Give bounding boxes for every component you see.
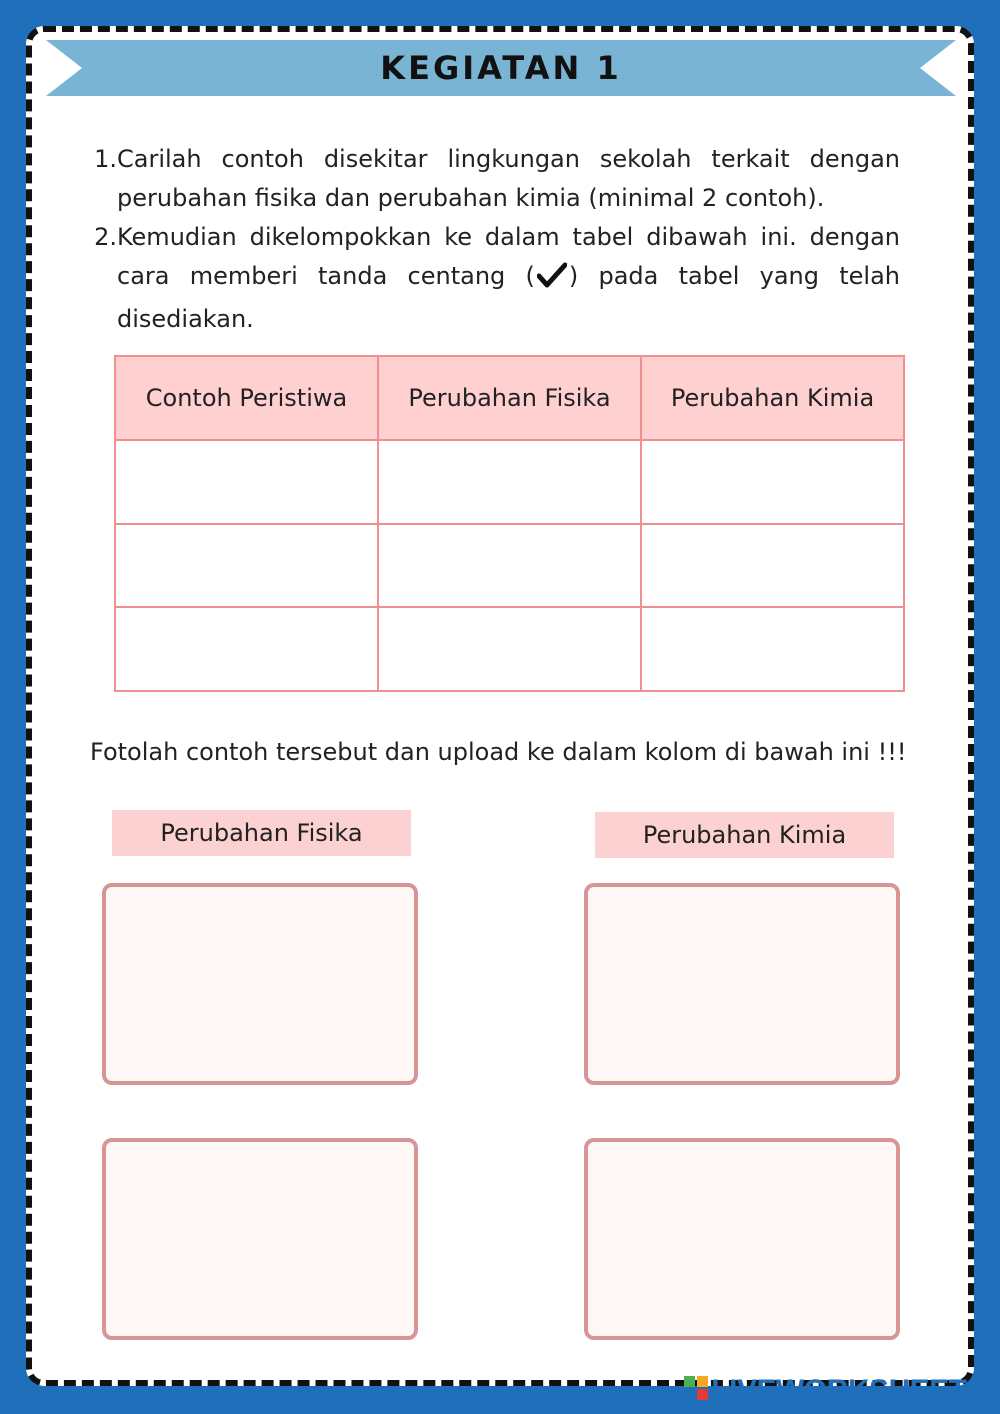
instruction-item — [90, 218, 900, 339]
checkmark-icon — [537, 261, 567, 300]
instruction-text-part: Kemudian dikelompokkan ke dalam tabel dibawah ini. dengan cara memberi tanda centang ( — [117, 223, 900, 290]
table-header-row — [115, 356, 904, 440]
instruction-list — [90, 140, 900, 339]
example-cell[interactable] — [115, 440, 378, 524]
fisika-check-cell[interactable] — [378, 440, 641, 524]
table-row — [115, 524, 904, 608]
kimia-check-cell[interactable] — [641, 440, 904, 524]
fisika-photo-upload-1[interactable] — [102, 883, 418, 1085]
instruction-number: 1. — [94, 145, 117, 173]
kimia-photo-upload-1[interactable] — [584, 883, 900, 1085]
instruction-number: 2. — [94, 223, 117, 251]
instruction-item — [90, 140, 900, 218]
kimia-check-cell[interactable] — [641, 524, 904, 608]
header-contoh-peristiwa: Contoh Peristiwa — [115, 356, 378, 440]
instruction-text — [117, 218, 900, 339]
instruction-text: Carilah contoh disekitar lingkungan sekolah terkait dengan perubahan fisika dan perubahan kimia (minimal 2 contoh). — [117, 145, 900, 212]
classification-table — [114, 355, 905, 692]
fisika-check-cell[interactable] — [378, 607, 641, 691]
fisika-photo-upload-2[interactable] — [102, 1138, 418, 1340]
kimia-label: Perubahan Kimia — [595, 812, 894, 858]
upload-instruction: Fotolah contoh tersebut dan upload ke dalam kolom di bawah ini !!! — [90, 738, 907, 766]
title-banner — [46, 40, 956, 96]
liveworksheets-logo-icon — [684, 1374, 708, 1408]
fisika-label: Perubahan Fisika — [112, 810, 411, 856]
table-row — [115, 440, 904, 524]
table-row — [115, 607, 904, 691]
kimia-check-cell[interactable] — [641, 607, 904, 691]
header-perubahan-kimia: Perubahan Kimia — [641, 356, 904, 440]
instruction-text-part: ) pada tabel yang telah disediakan. — [117, 262, 900, 333]
fisika-check-cell[interactable] — [378, 524, 641, 608]
page-title: KEGIATAN 1 — [380, 49, 622, 87]
kimia-photo-upload-2[interactable] — [584, 1138, 900, 1340]
watermark-text: LIVEWORKSHEETS — [711, 1374, 986, 1407]
example-cell[interactable] — [115, 524, 378, 608]
header-perubahan-fisika: Perubahan Fisika — [378, 356, 641, 440]
liveworksheets-watermark — [684, 1374, 986, 1408]
example-cell[interactable] — [115, 607, 378, 691]
